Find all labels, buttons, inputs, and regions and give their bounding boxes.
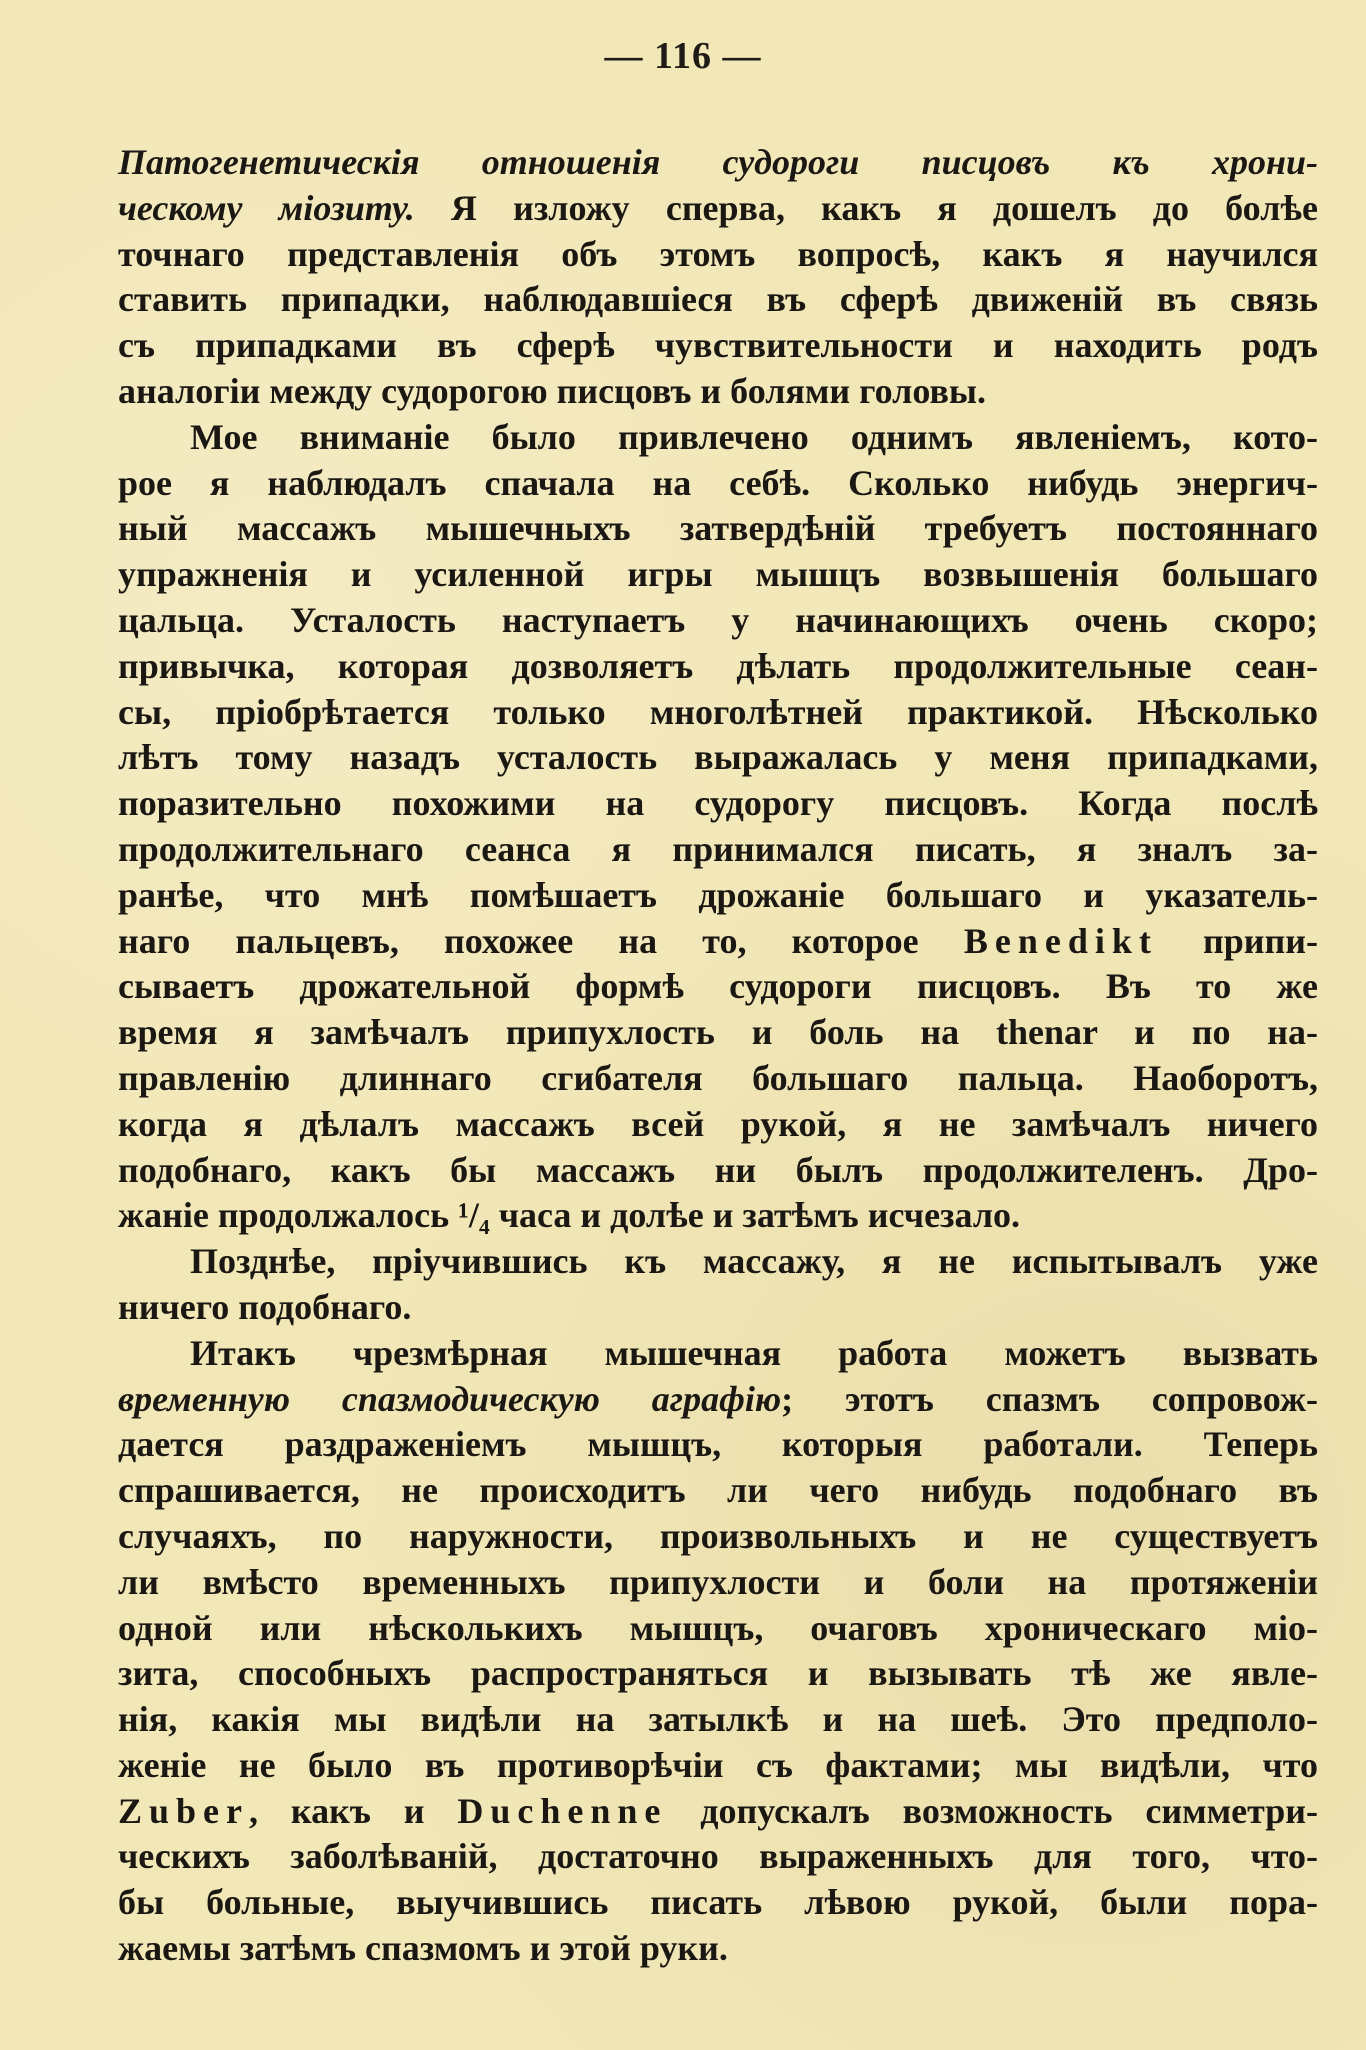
- text-line: привычка, которая дозволяетъ дѣлать продолжительные сеан-: [118, 645, 1318, 686]
- body-text: [118, 140, 1318, 1972]
- text-line: наго пальцевъ, похожее на то, которое Benedikt припи-: [118, 920, 1318, 961]
- text-line: сы, пріобрѣтается только многолѣтней практикой. Нѣсколько: [118, 691, 1318, 732]
- page-number: — 116 —: [604, 35, 762, 77]
- text-line: ранѣе, что мнѣ помѣшаетъ дрожаніе большаго и указатель-: [118, 874, 1318, 915]
- text-line: Мое вниманіе было привлечено однимъ явленіемъ, кото-: [190, 416, 1318, 457]
- text-line: сываетъ дрожательной формѣ судороги писцовъ. Въ то же: [118, 966, 1318, 1007]
- text-line: Zuber, какъ и Duchenne допускалъ возможность симметри-: [118, 1790, 1318, 1831]
- text-line: когда я дѣлалъ массажъ всей рукой, я не замѣчалъ ничего: [118, 1103, 1318, 1144]
- text-line: аналогіи между судорогою писцовъ и болями головы.: [118, 370, 986, 411]
- text-line: Позднѣе, пріучившись къ массажу, я не испытывалъ уже: [190, 1241, 1318, 1282]
- text-line: лѣтъ тому назадъ усталость выражалась у меня припадками,: [118, 737, 1318, 778]
- text-line: продолжительнаго сеанса я принимался писать, я зналъ за-: [118, 828, 1318, 869]
- text-line: время я замѣчалъ припухлость и боль на thenar и по на-: [118, 1012, 1318, 1053]
- text-line: ческихъ заболѣваній, достаточно выраженныхъ для того, что-: [118, 1836, 1318, 1877]
- text-line: упражненія и усиленной игры мышцъ возвышенія большаго: [118, 554, 1318, 595]
- text-line: ли вмѣсто временныхъ припухлости и боли на протяженіи: [118, 1561, 1318, 1602]
- text-line: цальца. Усталость наступаетъ у начинающихъ очень скоро;: [118, 599, 1318, 640]
- text-line: Патогенетическія отношенія судороги писцовъ къ хрони-: [118, 142, 1318, 182]
- text-line: съ припадками въ сферѣ чувствительности и находить родъ: [118, 325, 1318, 366]
- text-line: женіе не было въ противорѣчіи съ фактами; мы видѣли, что: [118, 1744, 1318, 1785]
- text-line: временную спазмодическую аграфію; этотъ спазмъ сопровож-: [118, 1378, 1318, 1419]
- text-line: жаніе продолжалось ¹/₄ часа и долѣе и затѣмъ исчезало.: [118, 1195, 1021, 1236]
- text-line: зита, способныхъ распространяться и вызывать тѣ же явле-: [118, 1653, 1318, 1694]
- text-line: ческому міозиту. Я изложу сперва, какъ я дошелъ до болѣе: [118, 187, 1318, 228]
- text-line: подобнаго, какъ бы массажъ ни былъ продолжителенъ. Дро-: [118, 1149, 1318, 1190]
- text-line: ничего подобнаго.: [118, 1286, 412, 1327]
- text-line: поразительно похожими на судорогу писцовъ. Когда послѣ: [118, 783, 1318, 824]
- text-line: точнаго представленія объ этомъ вопросѣ, какъ я научился: [118, 233, 1318, 274]
- text-line: ный массажъ мышечныхъ затвердѣній требуетъ постояннаго: [118, 508, 1318, 549]
- text-line: Итакъ чрезмѣрная мышечная работа можетъ вызвать: [190, 1332, 1318, 1373]
- text-line: ставить припадки, наблюдавшіеся въ сферѣ движеній въ связь: [118, 279, 1318, 320]
- text-line: бы больные, выучившись писать лѣвою рукой, были пора-: [118, 1882, 1318, 1923]
- text-line: дается раздраженіемъ мышцъ, которыя работали. Теперь: [118, 1424, 1318, 1465]
- text-line: одной или нѣсколькихъ мышцъ, очаговъ хроническаго міо-: [118, 1607, 1318, 1648]
- text-line: спрашивается, не происходитъ ли чего нибудь подобнаго въ: [118, 1470, 1318, 1511]
- text-line: правленію длиннаго сгибателя большаго пальца. Наоборотъ,: [118, 1057, 1318, 1098]
- text-line: жаемы затѣмъ спазмомъ и этой руки.: [118, 1928, 728, 1969]
- text-line: рое я наблюдалъ спачала на себѣ. Сколько нибудь энергич-: [118, 462, 1318, 503]
- text-line: нія, какія мы видѣли на затылкѣ и на шеѣ. Это предполо-: [118, 1699, 1318, 1740]
- text-line: случаяхъ, по наружности, произвольныхъ и не существуетъ: [118, 1515, 1318, 1556]
